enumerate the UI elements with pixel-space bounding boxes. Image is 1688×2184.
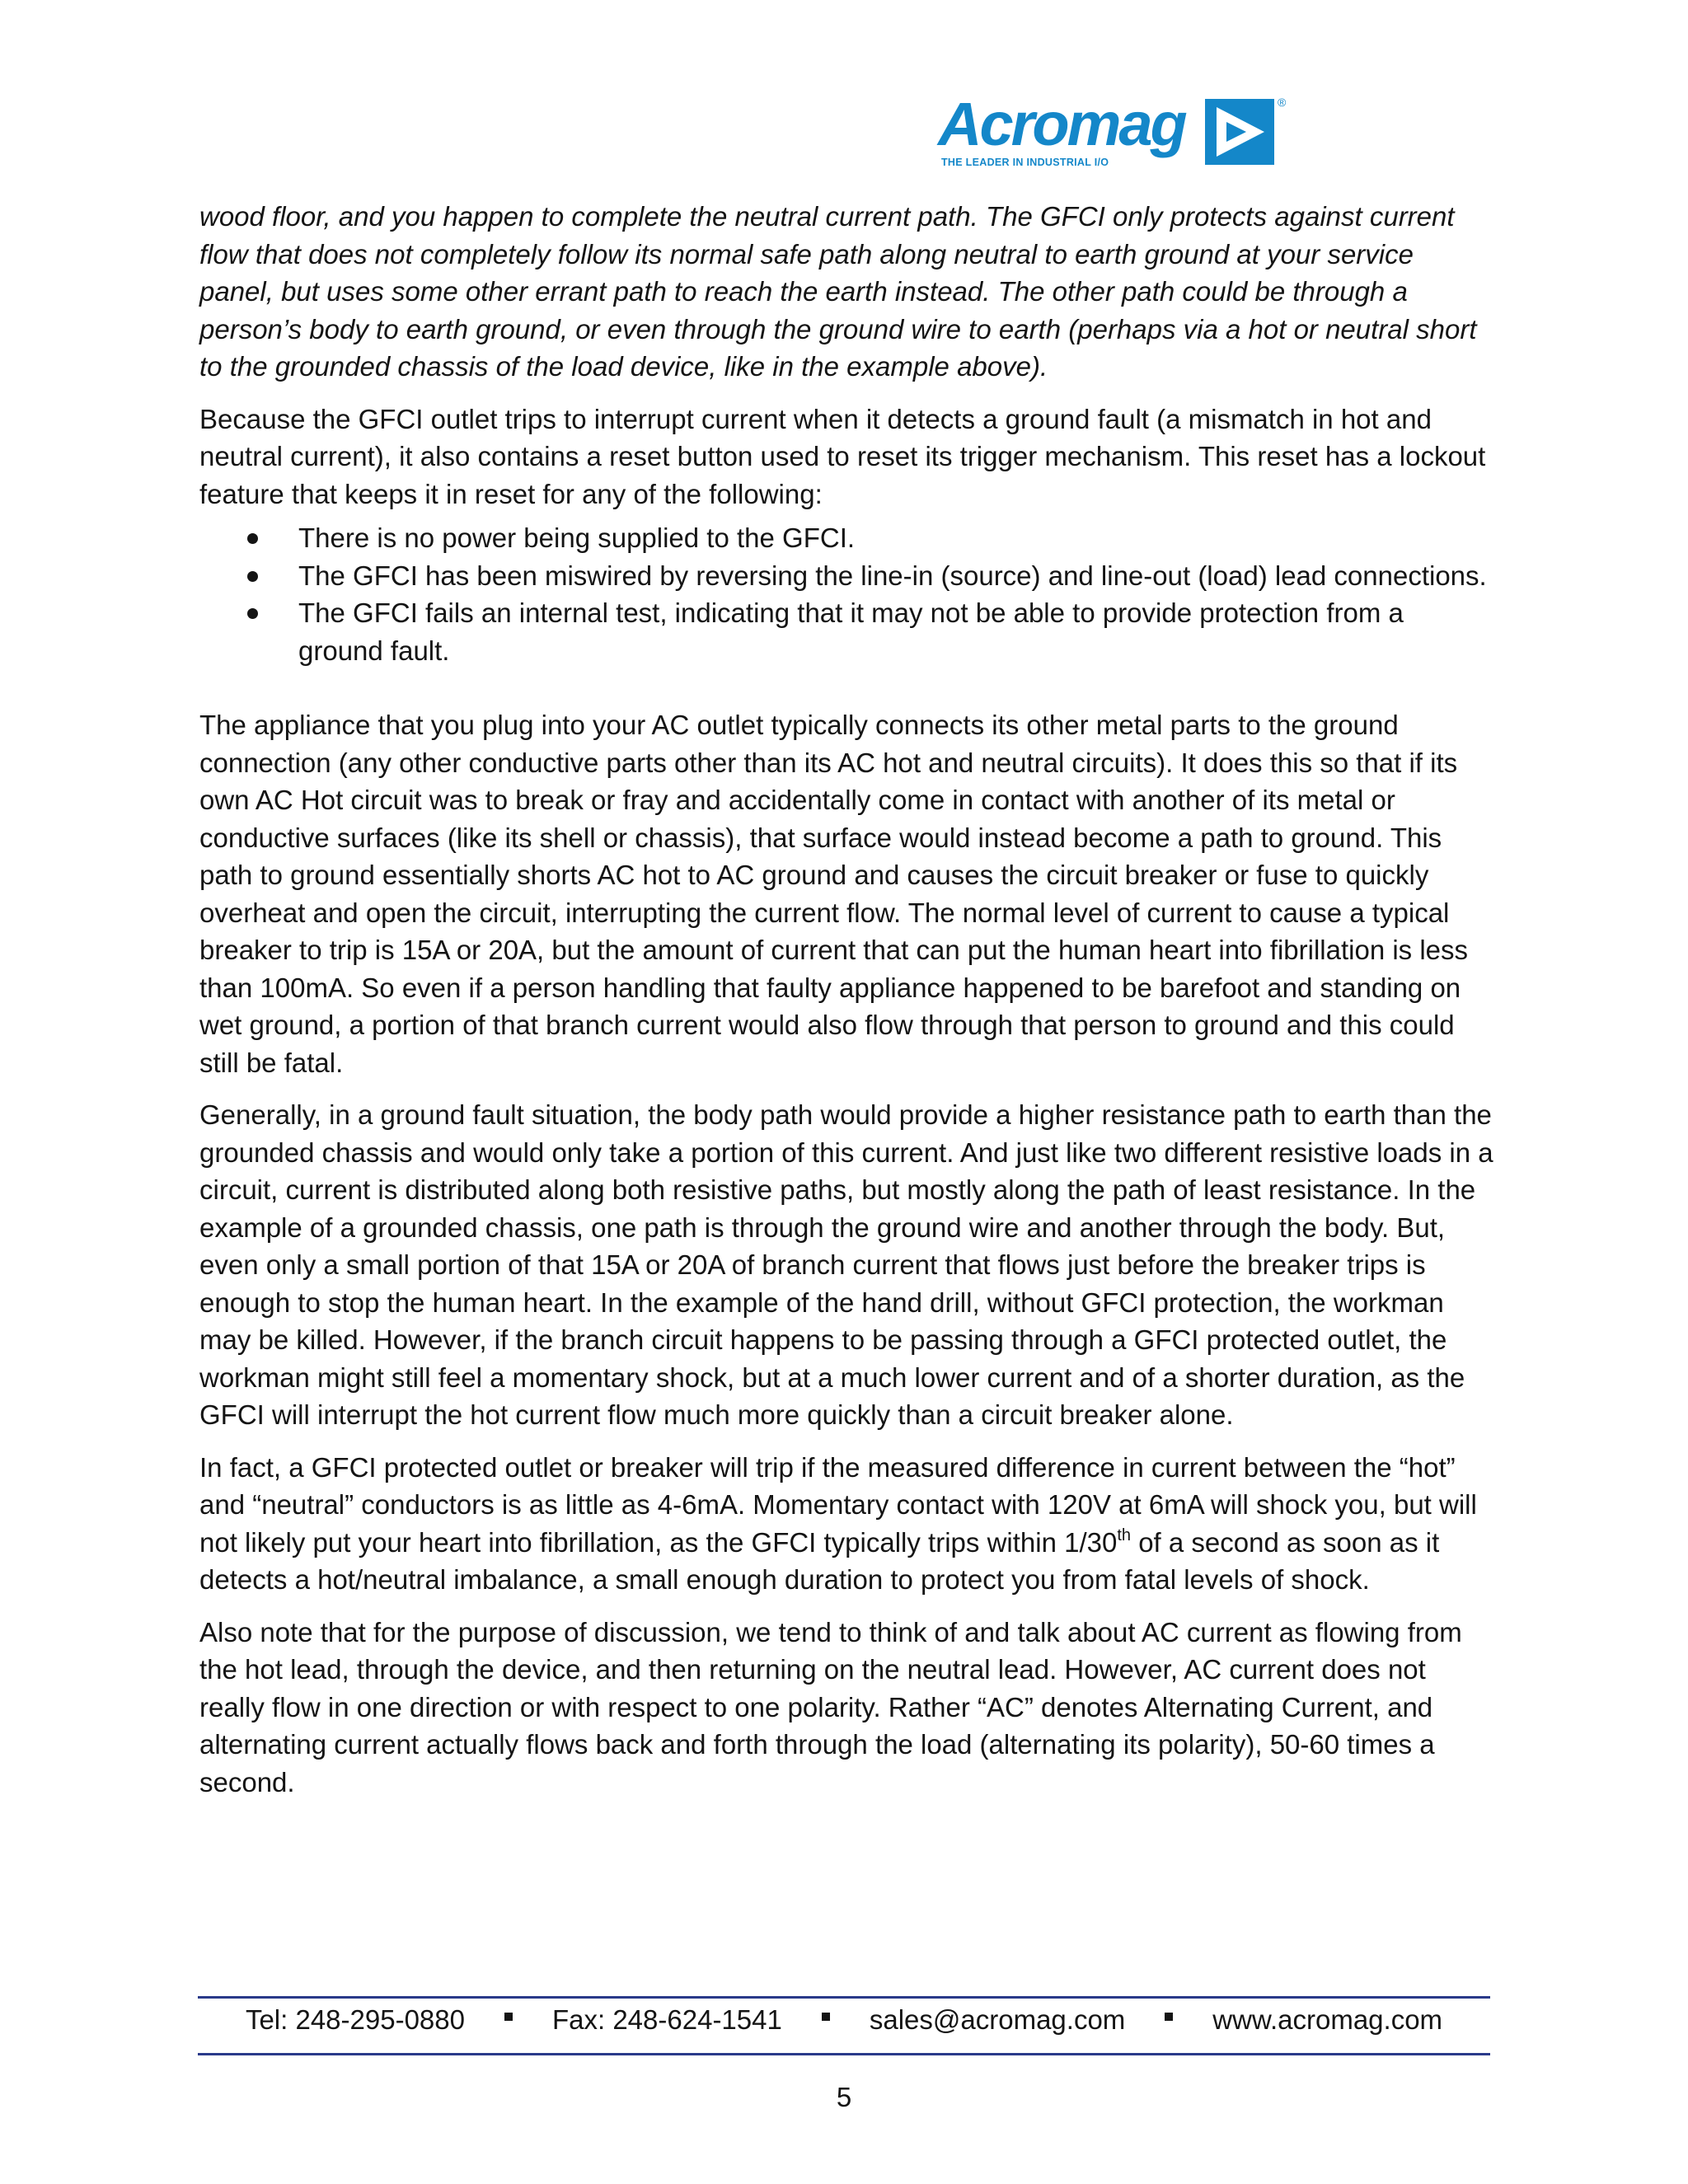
square-bullet-icon: [822, 2013, 830, 2021]
list-item-text: The GFCI has been miswired by reversing the line-in (source) and line-out (load) lead connections.: [298, 560, 1487, 591]
paragraph-text: of a second as soon as it detects a hot/neutral imbalance, a small enough duration to protect you from fatal levels of shock.: [199, 1526, 1440, 1595]
footer-top-rule: [198, 1996, 1490, 1999]
paragraph-appliance-ground: The appliance that you plug into your AC outlet typically connects its other metal parts to the ground connection (any other conductive parts other than its AC hot and neutral circuits). It does this so that if its own AC Hot circuit was to break or fray and accidentally come in contact with another of its metal or conductive surfaces (like its shell or chassis), that surface would instead become a path to ground. This path to ground essentially shorts AC hot to AC ground and causes the circuit breaker or fuse to quickly overheat and open the circuit, interrupting the current flow. The normal level of current to cause a typical breaker to trip is 15A or 20A, but the amount of current that can put the human heart into fibrillation is less than 100mA. So even if a person handling that faulty appliance happened to be barefoot and standing on wet ground, a portion of that branch current would also flow through that person to ground and this could still be fatal.: [199, 710, 1469, 1078]
footer-contact: [198, 2004, 1490, 2036]
bullet-icon: [247, 533, 258, 544]
page-number: 5: [836, 2082, 852, 2112]
square-bullet-icon: [504, 2013, 513, 2021]
bullet-icon: [247, 571, 258, 582]
body-text: [199, 198, 1493, 1801]
lockout-conditions-list: [199, 519, 1493, 669]
logo-registered-mark: ®: [1278, 96, 1287, 109]
paragraph-text: In fact, a GFCI protected outlet or breaker will trip if the measured difference in current between the “hot” and “neutral” conductors is as little as 4-6mA. Momentary contact with 120V at 6mA will shock you, but will not likely put your heart into fibrillation, as the GFCI typically trips within 1/30: [199, 1451, 1477, 1558]
acromag-logo: [938, 90, 1292, 173]
bullet-icon: [247, 608, 258, 619]
paragraph-gfci-protection: wood floor, and you happen to complete the neutral current path. The GFCI only protects against current flow that does not completely follow its normal safe path along neutral to earth ground at your service panel, but uses some other errant path to reach the earth instead. The other path could be through a person’s body to earth ground, or even through the ground wire to earth (perhaps via a hot or neutral short to the grounded chassis of the load device, like in the example above).: [199, 201, 1477, 382]
paragraph-reset-lockout: Because the GFCI outlet trips to interrupt current when it detects a ground fault (a mismatch in hot and neutral current), it also contains a reset button used to reset its trigger mechanism. This reset has a lockout feature that keeps it in reset for any of the following:: [199, 403, 1486, 509]
footer-fax: Fax: 248-624-1541: [551, 2004, 782, 2035]
logo-wordmark: Acromag: [938, 90, 1185, 158]
square-bullet-icon: [1165, 2013, 1173, 2021]
list-item: [199, 519, 1493, 557]
paragraph-ac-alternating: Also note that for the purpose of discussion, we tend to think of and talk about AC current as flowing from the hot lead, through the device, and then returning on the neutral lead. However, AC current does not really flow in one direction or with respect to one polarity. Rather “AC” denotes Alternating Current, and alternating current actually flows back and forth through the load (alternating its polarity), 50-60 times a second.: [199, 1616, 1462, 1797]
footer-email-link[interactable]: sales@acromag.com: [869, 2004, 1126, 2035]
footer-phone: Tel: 248-295-0880: [245, 2004, 465, 2035]
list-item: [199, 557, 1493, 595]
list-item: [199, 594, 1493, 669]
logo-play-icon: [1205, 99, 1274, 165]
list-item-text: There is no power being supplied to the GFCI.: [298, 523, 856, 553]
footer-website-link[interactable]: www.acromag.com: [1212, 2004, 1443, 2035]
logo-tagline: THE LEADER IN INDUSTRIAL I/O: [941, 157, 1109, 168]
paragraph-gfci-trip-threshold: [199, 1449, 1493, 1599]
footer-bottom-rule: [198, 2053, 1490, 2055]
paragraph-ground-fault-body-path: Generally, in a ground fault situation, the body path would provide a higher resistance path to earth than the grounded chassis and would only take a portion of this current. And just like two different resistive loads in a circuit, current is distributed along both resistive paths, but mostly along the path of least resistance. In the example of a grounded chassis, one path is through the ground wire and another through the body. But, even only a small portion of that 15A or 20A of branch current that flows just before the breaker trips is enough to stop the human heart. In the example of the hand drill, without GFCI protection, the workman may be killed. However, if the branch circuit happens to be passing through a GFCI protected outlet, the workman might still feel a momentary shock, but at a much lower current and of a shorter duration, as the GFCI will interrupt the hot current flow much more quickly than a circuit breaker alone.: [199, 1099, 1493, 1430]
superscript: th: [1117, 1526, 1132, 1544]
list-item-text: The GFCI fails an internal test, indicating that it may not be able to provide protection from a ground fault.: [298, 598, 1404, 666]
